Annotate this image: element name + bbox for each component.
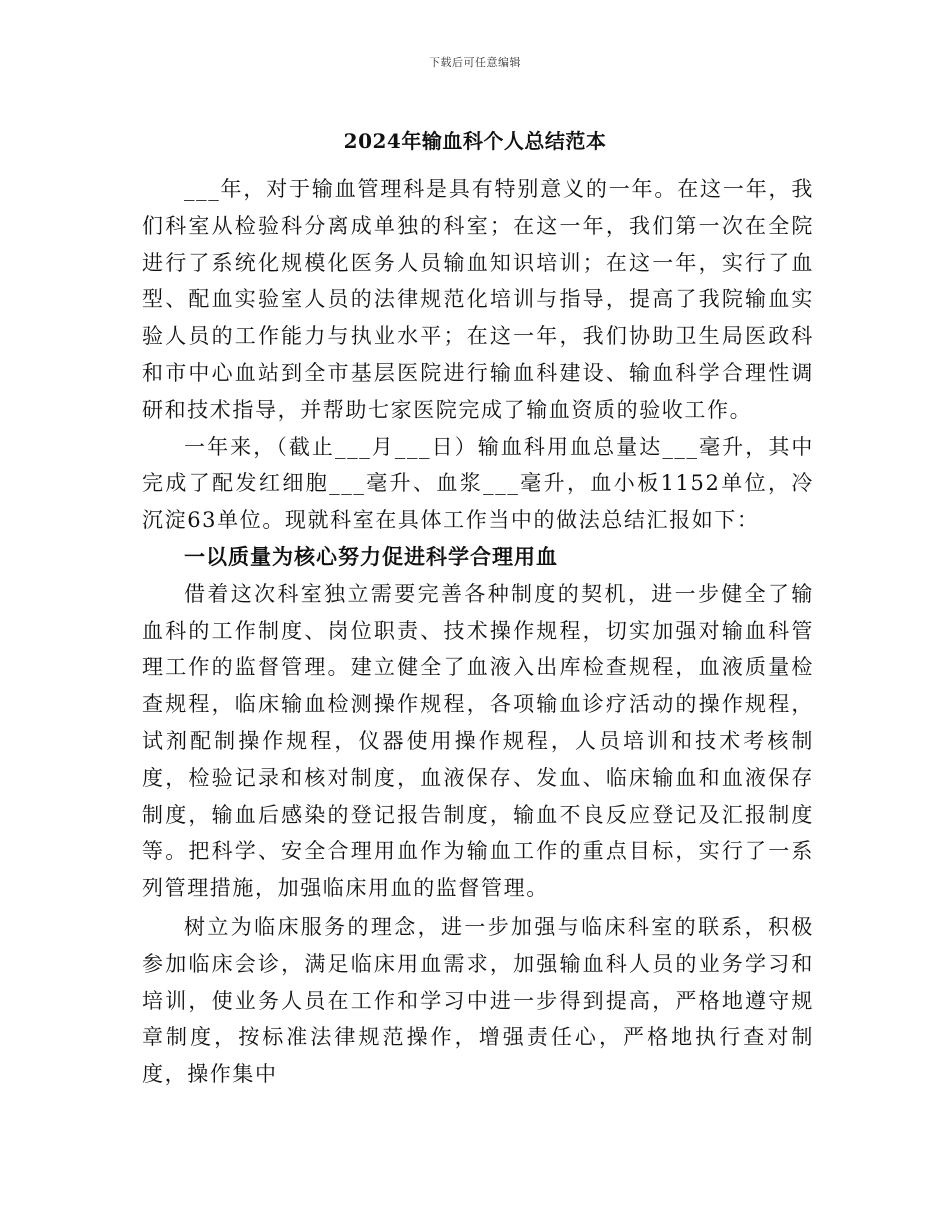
paragraph-intro: ___年，对于输血管理科是具有特别意义的一年。在这一年，我们科室从检验科分离成单独的科室；在这一年，我们第一次在全院进行了系统化规模化医务人员输血知识培训；在这一年，实行了血型、配血实验室人员的法律规范化培训与指导，提高了我院输血实验人员的工作能力与执业水平；在这一年，我们协助卫生局医政科和市中心血站到全市基层医院进行输血科建设、输血科学合理性调研和技术指导，并帮助七家医院完成了输血资质的验收工作。	[142, 177, 814, 422]
section-heading: 一以质量为核心努力促进科学合理用血	[184, 543, 558, 569]
document-body	[142, 171, 814, 1093]
paragraph-statistics: 一年来，（截止___月___日）输血科用血总量达___毫升，其中完成了配发红细胞___毫升、血浆___毫升，血小板1152单位，冷沉淀63单位。现就科室在具体工作当中的做法总结汇报如下：	[142, 434, 814, 533]
document-title: 2024年输血科个人总结范本	[343, 129, 607, 153]
paragraph-clinical-service: 树立为临床服务的理念，进一步加强与临床科室的联系，积极参加临床会诊，满足临床用血需求，加强输血科人员的业务学习和培训，使业务人员在工作和学习中进一步得到提高，严格地遵守规章制度，按标准法律规范操作，增强责任心，严格地执行查对制度，操作集中	[142, 914, 814, 1087]
header-note: 下载后可任意编辑	[429, 56, 521, 69]
paragraph-regulations: 借着这次科室独立需要完善各种制度的契机，进一步健全了输血科的工作制度、岗位职责、技术操作规程，切实加强对输血科管理工作的监督管理。建立健全了血液入出库检查规程，血液质量检查规程，临床输血检测操作规程，各项输血诊疗活动的操作规程，试剂配制操作规程，仪器使用操作规程，人员培训和技术考核制度，检验记录和核对制度，血液保存、发血、临床输血和血液保存制度，输血后感染的登记报告制度，输血不良反应登记及汇报制度等。把科学、安全合理用血作为输血工作的重点目标，实行了一系列管理措施，加强临床用血的监督管理。	[142, 581, 814, 901]
